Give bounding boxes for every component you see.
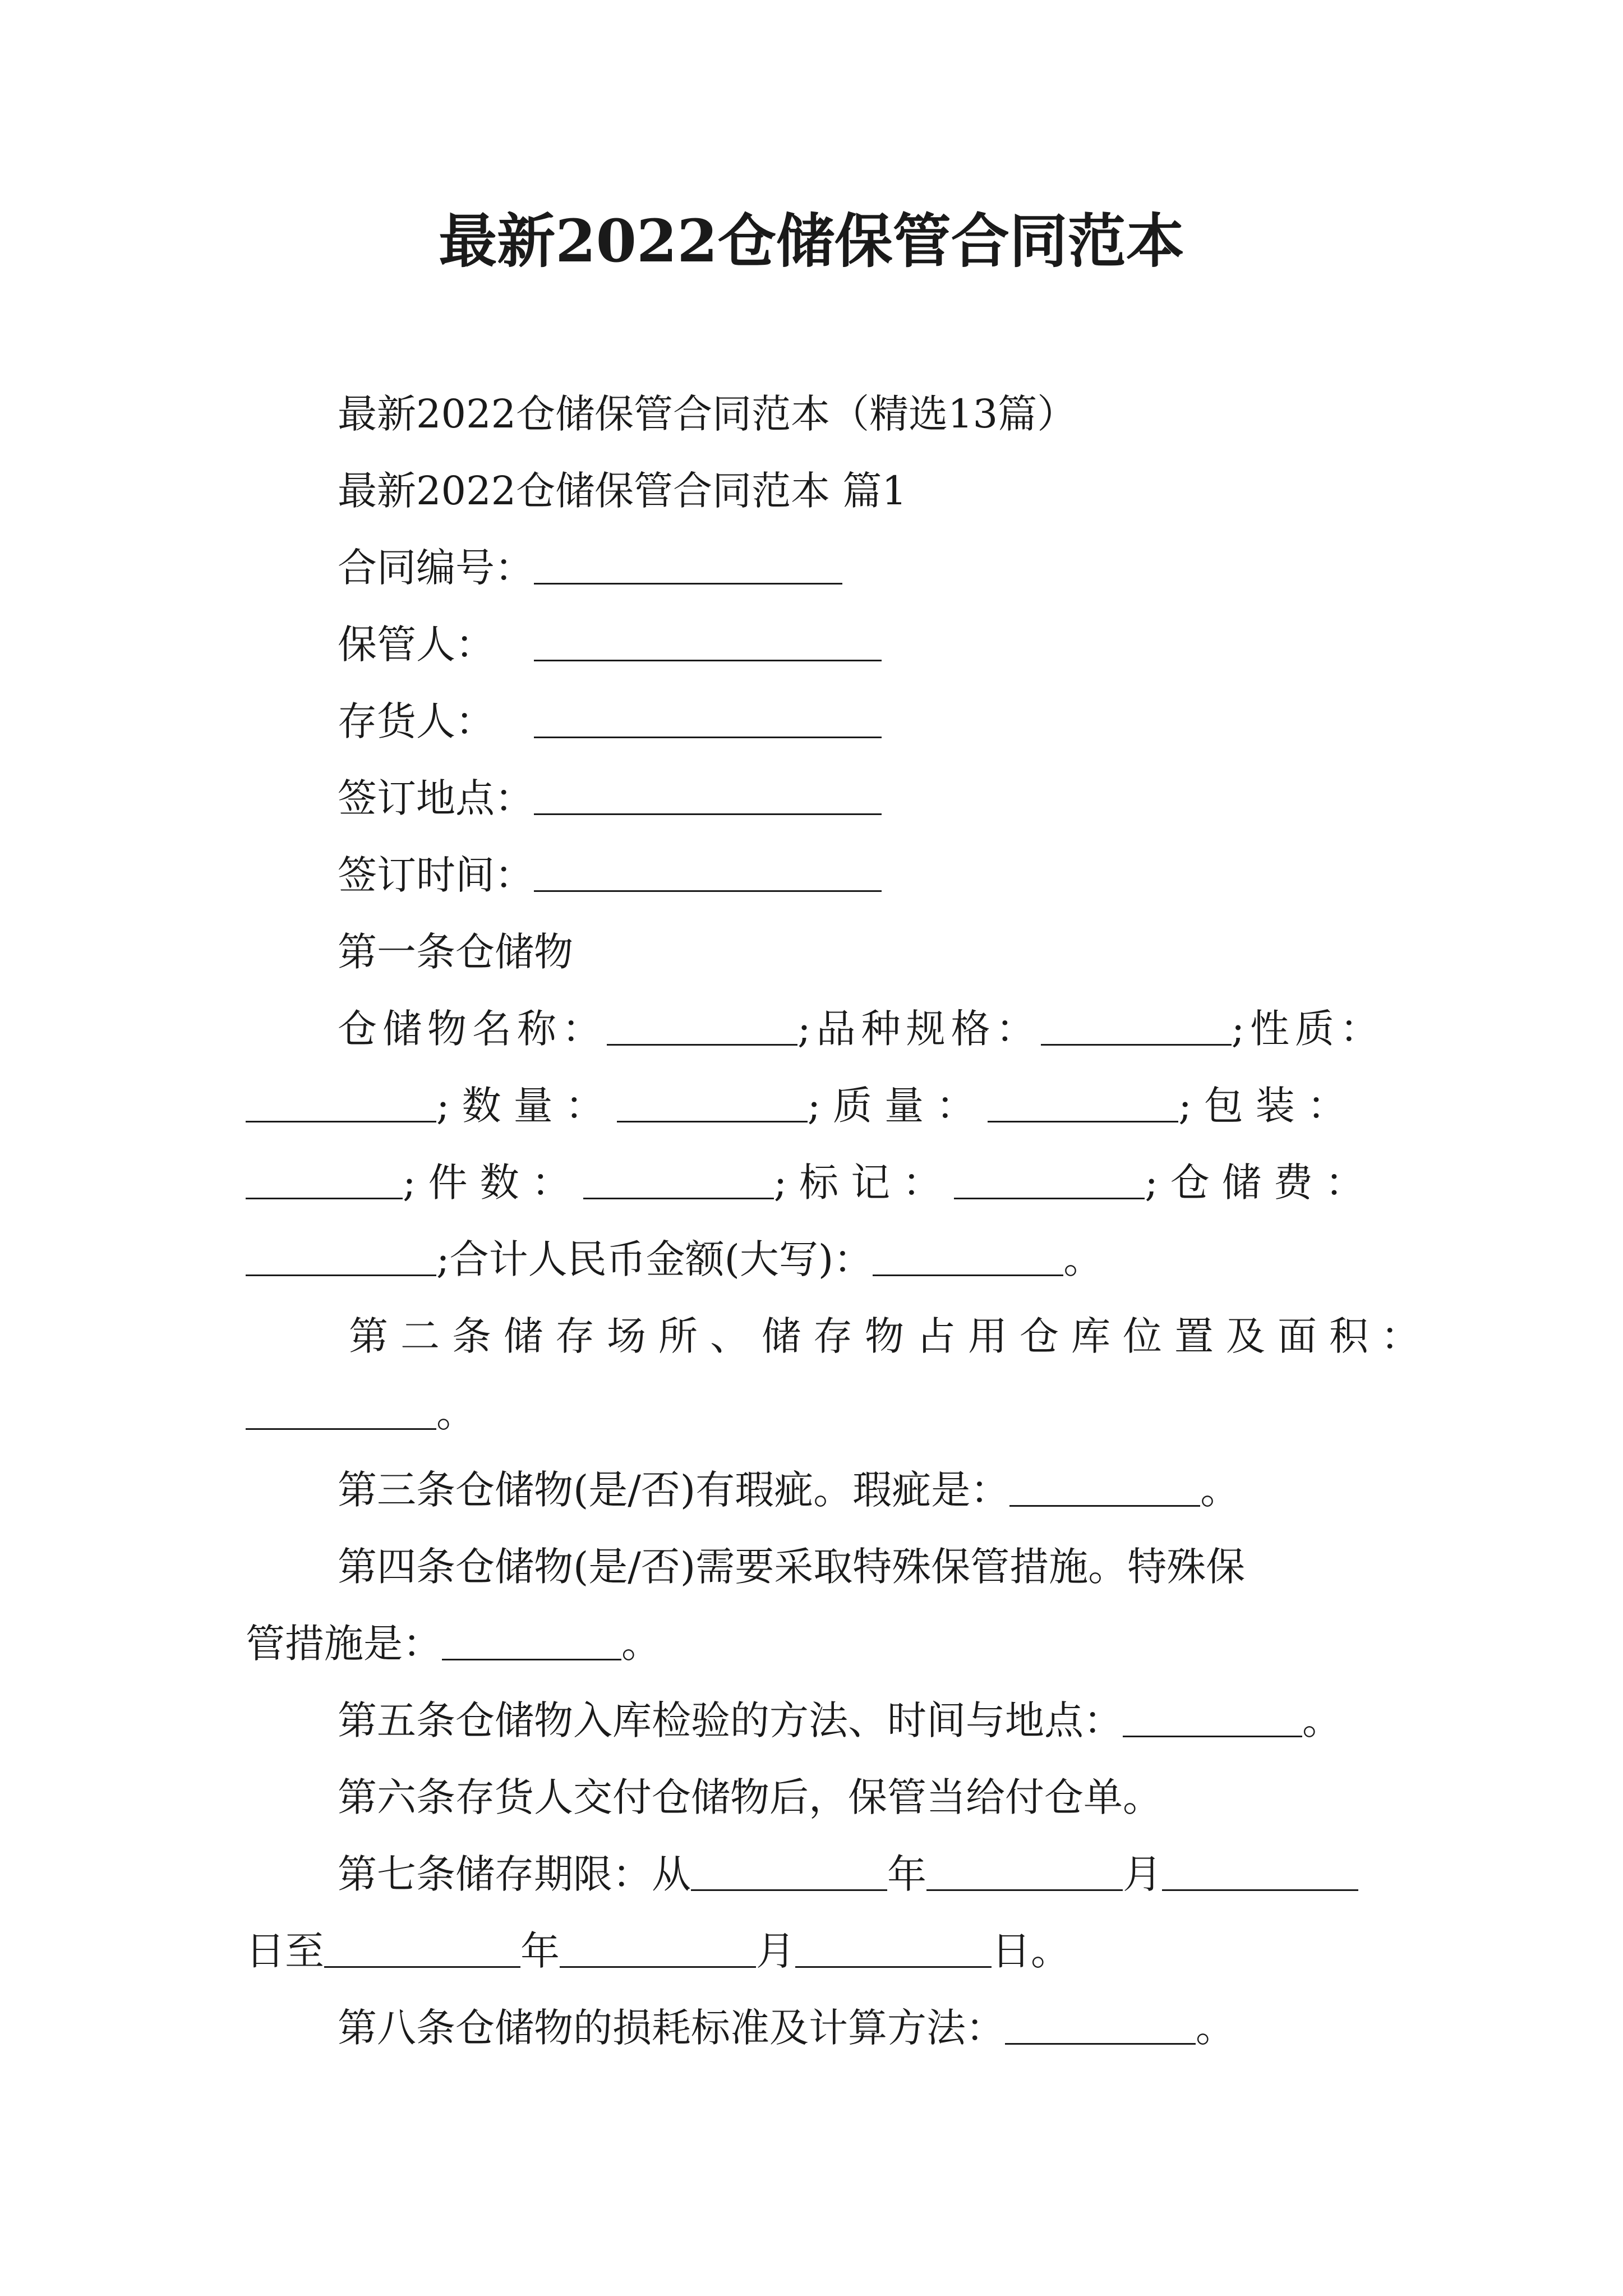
article-3-text: 第三条仓储物(是/否)有瑕疵。瑕疵是：: [338, 1467, 1010, 1513]
blank-line: [617, 1086, 808, 1122]
label-fee: ;仓储费：: [1145, 1159, 1377, 1205]
article-1-line-4: [246, 1231, 1103, 1287]
field-label: 签订时间：: [338, 852, 534, 898]
blank-line: [1162, 1855, 1358, 1891]
period: 。: [1063, 1236, 1103, 1282]
blank-line: [926, 1855, 1123, 1891]
period: 。: [621, 1621, 661, 1667]
article-4-line-2: [246, 1616, 661, 1672]
custodian-field: [338, 616, 882, 673]
period: 。: [1196, 2005, 1235, 2051]
blank-line: [1009, 1470, 1200, 1507]
blank-line: [691, 1855, 887, 1891]
period: 。: [1302, 1697, 1341, 1743]
blank-line: [873, 1240, 1063, 1276]
month-label: 月: [1123, 1851, 1162, 1897]
article-7-line-1: [338, 1846, 1358, 1902]
signing-time-field: [338, 847, 882, 903]
label-spec: ;品种规格：: [797, 1006, 1041, 1052]
page-title: 最新2022仓储保管合同范本: [439, 206, 1184, 275]
article-3: [338, 1462, 1239, 1518]
blank-line: [1005, 2008, 1196, 2045]
field-label: 存货人：: [338, 698, 495, 744]
blank-line: [442, 1624, 621, 1660]
article-1-line-3: [246, 1154, 1377, 1211]
blank-line: [954, 1163, 1145, 1199]
article-8-text: 第八条仓储物的损耗标准及计算方法：: [338, 2005, 1005, 2051]
article-1-heading: 第一条仓储物: [338, 929, 573, 975]
month-label: 月: [756, 1928, 795, 1974]
label-total: ;合计人民币金额(大写)：: [436, 1236, 873, 1282]
label-mark: ;标记：: [773, 1159, 955, 1205]
field-label: 签订地点：: [338, 775, 534, 821]
article-5: [338, 1692, 1341, 1749]
blank-line: [607, 1009, 797, 1046]
period: 。: [1200, 1467, 1240, 1513]
article-1-line-1: [338, 1001, 1385, 1057]
blank-line: [534, 548, 842, 585]
period: 。: [436, 1390, 476, 1436]
blank-line: [534, 625, 882, 661]
article-2-blank: [246, 1385, 476, 1441]
article-7-text: 第七条储存期限：从: [338, 1851, 691, 1897]
article-5-text: 第五条仓储物入库检验的方法、时间与地点：: [338, 1697, 1123, 1743]
article-7-line-2: [246, 1923, 1070, 1979]
field-label: 合同编号：: [338, 545, 534, 591]
blank-line: [246, 1163, 403, 1199]
day-label: 日。: [992, 1928, 1070, 1974]
blank-line: [1123, 1701, 1302, 1737]
label-quality: ;质量：: [807, 1083, 988, 1129]
article-4-text: 管措施是：: [246, 1621, 442, 1667]
contract-number-field: [338, 540, 842, 596]
blank-line: [583, 1163, 774, 1199]
blank-line: [534, 702, 882, 738]
article-6: 第六条存货人交付仓储物后，保管当给付仓单。: [338, 1774, 1162, 1820]
blank-line: [246, 1086, 436, 1122]
blank-line: [1041, 1009, 1232, 1046]
day-to-label: 日至: [246, 1928, 324, 1974]
article-4-line-1: 第四条仓储物(是/否)需要采取特殊保管措施。特殊保: [338, 1544, 1246, 1590]
blank-line: [246, 1393, 436, 1430]
label-pieces: ;件数：: [403, 1159, 583, 1205]
section-heading: 最新2022仓储保管合同范本 篇1: [338, 468, 907, 514]
year-label: 年: [887, 1851, 926, 1897]
label-packing: ;包装：: [1178, 1083, 1359, 1129]
blank-line: [560, 1931, 756, 1968]
blank-line: [246, 1240, 436, 1276]
blank-line: [324, 1931, 520, 1968]
label-name: 仓储物名称：: [338, 1006, 607, 1052]
article-2-text: 第二条储存场所、储存物占用仓库位置及面积：: [349, 1313, 1432, 1359]
article-8: [338, 2000, 1235, 2056]
field-label: 保管人：: [338, 622, 495, 668]
blank-line: [534, 855, 882, 892]
blank-line: [988, 1086, 1178, 1122]
blank-line: [795, 1931, 992, 1968]
blank-line: [534, 779, 882, 815]
document-subtitle: 最新2022仓储保管合同范本（精选13篇）: [338, 391, 1077, 437]
depositor-field: [338, 693, 882, 749]
label-nature: ;性质：: [1231, 1006, 1385, 1052]
label-quantity: ;数量：: [436, 1083, 617, 1129]
article-1-line-2: [246, 1078, 1359, 1134]
year-label: 年: [520, 1928, 560, 1974]
signing-place-field: [338, 770, 882, 826]
